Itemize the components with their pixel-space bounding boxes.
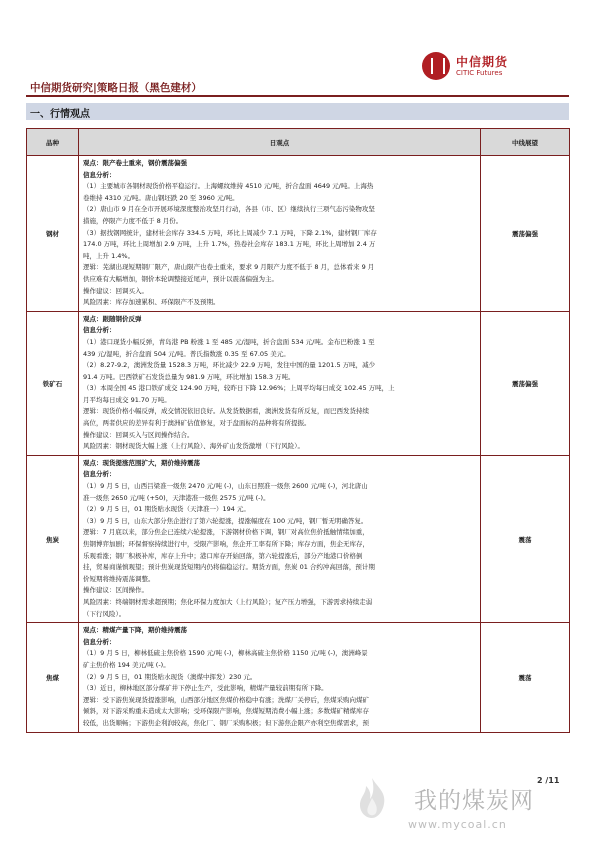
view-line: 逻辑：芜湖出现短期钢厂限产，唐山限产也卷土重来，要求 9 月限产力度不低于 8 月，总体看来 9 月 — [83, 263, 375, 272]
view-line: 观点：现货提涨范围扩大，期价维持震荡 — [83, 458, 200, 467]
view-line: 高位，两者供应的差异有利于澳洲矿估值修复，对于盘面标的品种将有所提振。 — [83, 419, 311, 428]
view-line: 逻辑：7 月底以来，部分焦企已连续六轮提涨，下游钢材价格下调，钢厂对高位焦价抵触情绪加重， — [83, 528, 369, 537]
view-line: 倾斜，对下游采购重未造成太大影响；受环保限产影响，焦煤短期消费小幅上涨；多数煤矿精煤库存 — [83, 707, 369, 716]
view-line: 观点：限产卷土重来，钢价震荡偏强 — [83, 159, 187, 167]
report-title: 中信期货研究|策略日报（黑色建材） — [30, 82, 202, 94]
view-line: 91.4 万吨。巴西铁矿石发货总量为 981.9 万吨，环比增加 158.3 万吨。 — [83, 372, 295, 381]
view-line: 卷维持 4310 元/吨。唐山钢坯跌 20 至 3960 元/吨。 — [83, 193, 239, 202]
view-line: 操作建议：区间操作。 — [83, 586, 148, 595]
citic-futures-logo — [422, 52, 542, 84]
view-line: 观点：跟随钢价反弹 — [83, 314, 142, 323]
view-line: （1）9 月 5 日，柳林低硫主焦价格 1590 元/吨 (-)，柳林高硫主焦价格 1150 元/吨 (-)，澳洲峰景 — [83, 649, 368, 658]
column-header-outlook: 中线展望 — [481, 129, 570, 156]
page-number: 2 /11 — [537, 776, 560, 785]
market-view-table — [26, 128, 570, 733]
outlook-cell: 震荡 — [481, 455, 570, 622]
view-line: 操作建议：回调买入与区间操作结合。 — [83, 430, 194, 439]
section-header-bar — [26, 103, 569, 120]
logo-chinese-name: 中信期货 — [456, 55, 509, 69]
view-line: （下行风险）。 — [83, 609, 126, 618]
outlook-cell: 震荡偏强 — [481, 156, 570, 312]
view-line: （1）港口现货小幅反弹，青岛港 PB 粉涨 1 至 485 元/湿吨，折合盘面 534 元/吨。金布巴粉涨 1 至 — [83, 337, 375, 346]
view-line: 准一级焦 2650 元/吨 (+50)，天津港准一级焦 2575 元/吨 (-)。 — [83, 493, 270, 502]
view-line: 矿主焦价格 194 美元/吨 (-)。 — [83, 660, 170, 669]
view-line: 439 元/湿吨，折合盘面 504 元/吨。普氏指数涨 0.35 至 67.05 美元。 — [83, 349, 290, 358]
table-row — [27, 156, 570, 312]
view-line: 价短期将维持震荡调整。 — [83, 574, 155, 583]
citic-logo-icon — [422, 52, 450, 80]
variety-cell: 铁矿石 — [27, 311, 79, 455]
view-line: 风险因素：库存加速累积、环保限产不及预期。 — [83, 298, 220, 307]
section-title: 一、行情观点 — [30, 109, 90, 120]
view-line: （2）9 月 5 日，01 期货贴水现货（天津准一）194 元。 — [83, 505, 250, 514]
view-line: （1）9 月 5 日，山西吕梁准一级焦 2470 元/吨 (-)，山东日照准一级焦 2600 元/吨 (-)，河北唐山 — [83, 482, 368, 491]
watermark-url: www.mycoal.cn — [408, 818, 507, 831]
variety-cell: 焦炭 — [27, 455, 79, 622]
table-header-row — [27, 129, 570, 156]
variety-cell: 焦煤 — [27, 623, 79, 732]
view-line: 吨，上升 1.4%。 — [83, 251, 135, 260]
view-line: （3）据找钢网统计，建材社会库存 334.5 万吨，环比上周减少 7.1 万吨，下降 2.1%，建材钢厂库存 — [83, 228, 377, 237]
view-line: 焦钢博弈加剧；环保督察持续进行中，受限产影响，焦企开工率有所下降；库存方面，焦企无库存， — [83, 540, 369, 548]
view-line: 174.0 万吨，环比上周增加 2.9 万吨，上升 1.7%，热卷社会库存 183.1 万吨，环比上周增加 2.4 万 — [83, 240, 376, 249]
daily-view-cell — [79, 156, 481, 312]
view-line: 信息分析： — [83, 637, 116, 646]
table-row — [27, 455, 570, 622]
view-line: 观点：精煤产量下降，期价维持震荡 — [83, 626, 187, 635]
daily-view-cell — [79, 623, 481, 732]
view-line: 挂，贸易商谨慎观望；预计焦炭现货短期内仍将偏稳运行。期货方面，焦炭 01 合约冲高回落，预计期 — [83, 563, 375, 572]
view-line: （3）近日，柳林地区部分煤矿井下停止生产，受此影响，精煤产量较前期有所下降。 — [83, 684, 328, 693]
view-line: （2）唐山市 9 月在全市开展环境深度整治攻坚月行动，各县（市、区）继续执行三项气态污染物攻坚 — [83, 205, 375, 214]
logo-english-name: CITIC Futures — [456, 69, 503, 77]
table-row — [27, 623, 570, 732]
view-line: 较低，出货顺畅；下游焦企利润较高，焦化厂、钢厂采购积极；但下游焦企限产亦利空焦煤需求，预 — [83, 718, 369, 727]
view-line: （2）8.27-9.2，澳洲发货量 1528.3 万吨，环比减少 22.9 万吨，发往中国的量 1201.5 万吨，减少 — [83, 361, 376, 370]
view-line: 信息分析： — [83, 326, 116, 335]
view-line: （3）9 月 5 日，山东大部分焦企进行了第六轮提涨，提涨幅度在 100 元/吨，钢厂暂无明确答复。 — [83, 516, 368, 525]
column-header-variety: 品种 — [27, 129, 79, 156]
variety-cell: 钢材 — [27, 156, 79, 312]
view-line: （1）主要城市各钢材现货价格平稳运行。上海螺纹维持 4510 元/吨，折合盘面 4649 元/吨。上海热 — [83, 182, 374, 191]
column-header-daily-view: 日观点 — [79, 129, 481, 156]
view-line: 逻辑：受下游焦炭现货提涨影响，山西部分地区焦煤价格稳中有涨；洗煤厂关停后，焦煤采购向煤矿 — [83, 695, 369, 704]
view-line: 月平均每日成交 91.70 万吨。 — [83, 395, 171, 404]
view-line: 信息分析： — [83, 470, 116, 479]
flame-icon — [352, 776, 392, 820]
view-line: 信息分析： — [83, 170, 116, 179]
view-line: 逻辑：现货价格小幅反弹，成交情况依旧良好。从发货数据看，澳洲发货有所反复，而巴西发货持续 — [83, 407, 369, 416]
daily-view-cell — [79, 311, 481, 455]
outlook-cell: 震荡偏强 — [481, 311, 570, 455]
view-line: 措施，停限产力度不低于 8 月份。 — [83, 216, 183, 225]
table-row — [27, 311, 570, 455]
view-line: 乐观看涨；钢厂积极补库，库存上升中；港口库存开始回落，第六轮提涨后，部分产地港口价格倒 — [83, 551, 363, 560]
view-line: 风险因素：钢材现货大幅上涨（上行风险）、海外矿山发货激增（下行风险）。 — [83, 442, 304, 451]
view-line: 风险因素：终端钢材需求超预期；焦化环保力度加大（上行风险）；复产压力增强，下游需求持续走弱 — [83, 597, 373, 606]
header-divider — [26, 95, 569, 97]
view-line: 供应难有大幅增加，钢价本轮调整接近尾声，预计以震荡偏强为主。 — [83, 274, 278, 283]
view-line: （3）本周全国 45 港口铁矿成交 124.90 万吨，较昨日下降 12.96%；上周平均每日成交 102.45 万吨，上 — [83, 384, 395, 393]
view-line: （2）9 月 5 日，01 期货贴水现货（澳煤中挥发）230 元。 — [83, 672, 257, 681]
outlook-cell: 震荡 — [481, 623, 570, 732]
daily-view-cell — [79, 455, 481, 622]
view-line: 操作建议：回调买入。 — [83, 286, 148, 295]
watermark-text: 我的煤炭网 — [414, 788, 534, 814]
